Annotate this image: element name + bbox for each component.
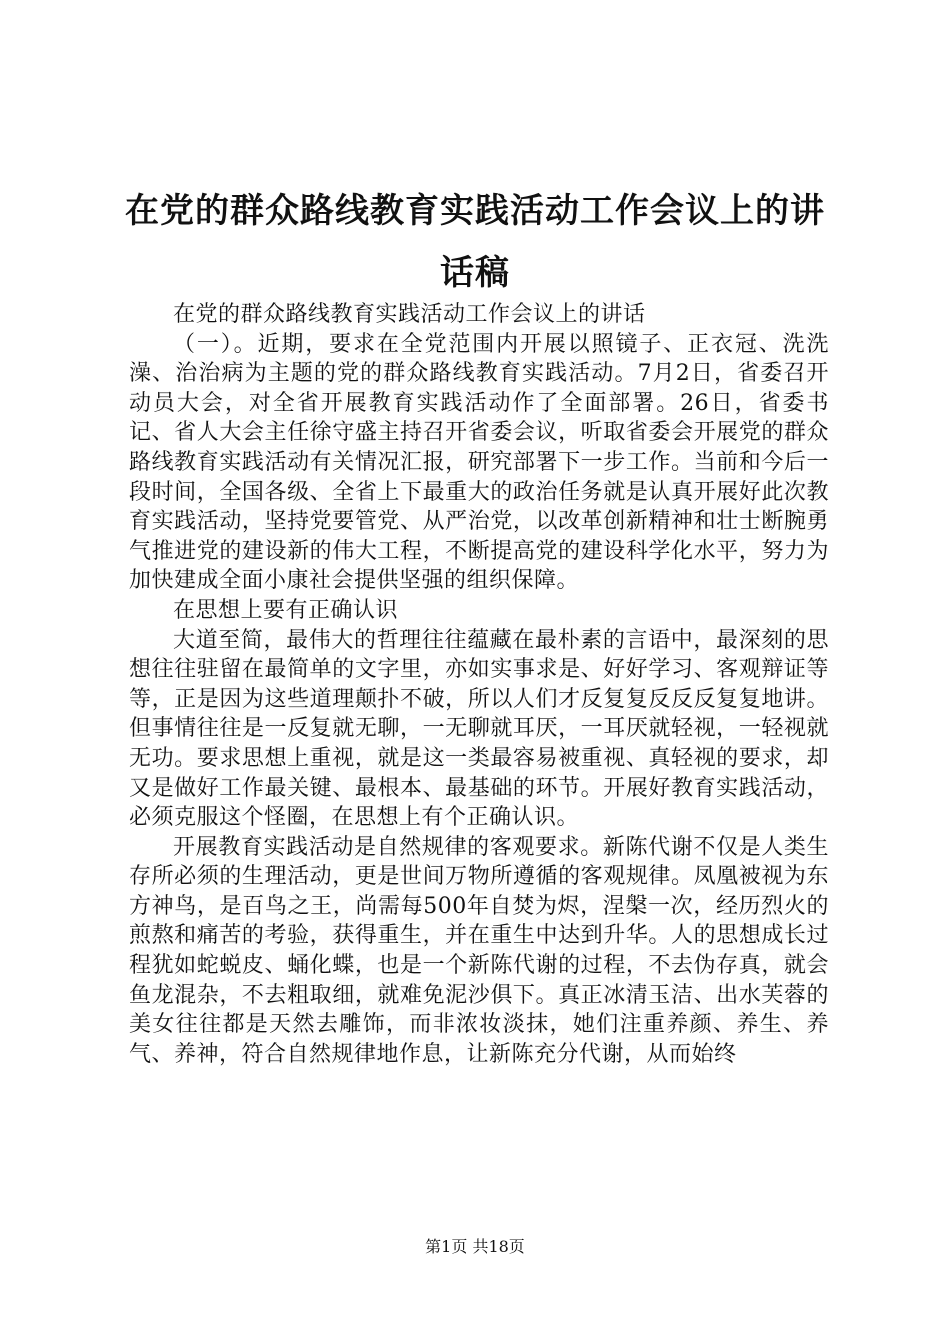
section-heading: 在思想上要有正确认识: [173, 597, 399, 623]
paragraph-natural-law: 开展教育实践活动是自然规律的客观要求。新陈代谢不仅是人类生存所必须的生理活动，更是世间万物所遵循的客观规律。凤凰被视为东方神鸟，是百鸟之王，尚需每500年自焚为烬，涅槃一次，经历烈火的煎熬和痛苦的考验，获得重生，并在重生中达到升华。人的思想成长过程犹如蛇蜕皮、蛹化蝶，也是一个新陈代谢的过程，不去伪存真，就会鱼龙混杂，不去粗取细，就难免泥沙俱下。真正冰清玉洁、出水芙蓉的美女往往都是天然去雕饰，而非浓妆淡抹，她们注重养颜、养生、养气、养神，符合自然规律地作息，让新陈充分代谢，从而始终: [129, 834, 829, 1067]
document-title: 在党的群众路线教育实践活动工作会议上的讲话稿: [125, 191, 825, 293]
paragraph-thought: 大道至简，最伟大的哲理往往蕴藏在最朴素的言语中，最深刻的思想往往驻留在最简单的文字里，亦如实事求是、好好学习、客观辩证等等，正是因为这些道理颠扑不破，所以人们才反复复反反反复复地讲。但事情往往是一反复就无聊，一无聊就耳厌，一耳厌就轻视，一轻视就无功。要求思想上重视，就是这一类最容易被重视、真轻视的要求，却又是做好工作最关键、最根本、最基础的环节。开展好教育实践活动，必须克服这个怪圈，在思想上有个正确认识。: [129, 627, 829, 831]
page-footer: 第1页 共18页: [425, 1237, 525, 1256]
document-body: [129, 300, 829, 1069]
paragraph-intro: （一）。近期，要求在全党范围内开展以照镜子、正衣冠、洗洗澡、治治病为主题的党的群众路线教育实践活动。7月2日，省委召开动员大会，对全省开展教育实践活动作了全面部署。26日，省委书记、省人大会主任徐守盛主持召开省委会议，听取省委会开展党的群众路线教育实践活动有关情况汇报，研究部署下一步工作。当前和今后一段时间，全国各级、全省上下最重大的政治任务就是认真开展好此次教育实践活动，坚持党要管党、从严治党，以改革创新精神和壮士断腕勇气推进党的建设新的伟大工程，不断提高党的建设科学化水平，努力为加快建成全面小康社会提供坚强的组织保障。: [129, 331, 829, 594]
paragraph-subtitle: 在党的群众路线教育实践活动工作会议上的讲话: [173, 302, 646, 327]
